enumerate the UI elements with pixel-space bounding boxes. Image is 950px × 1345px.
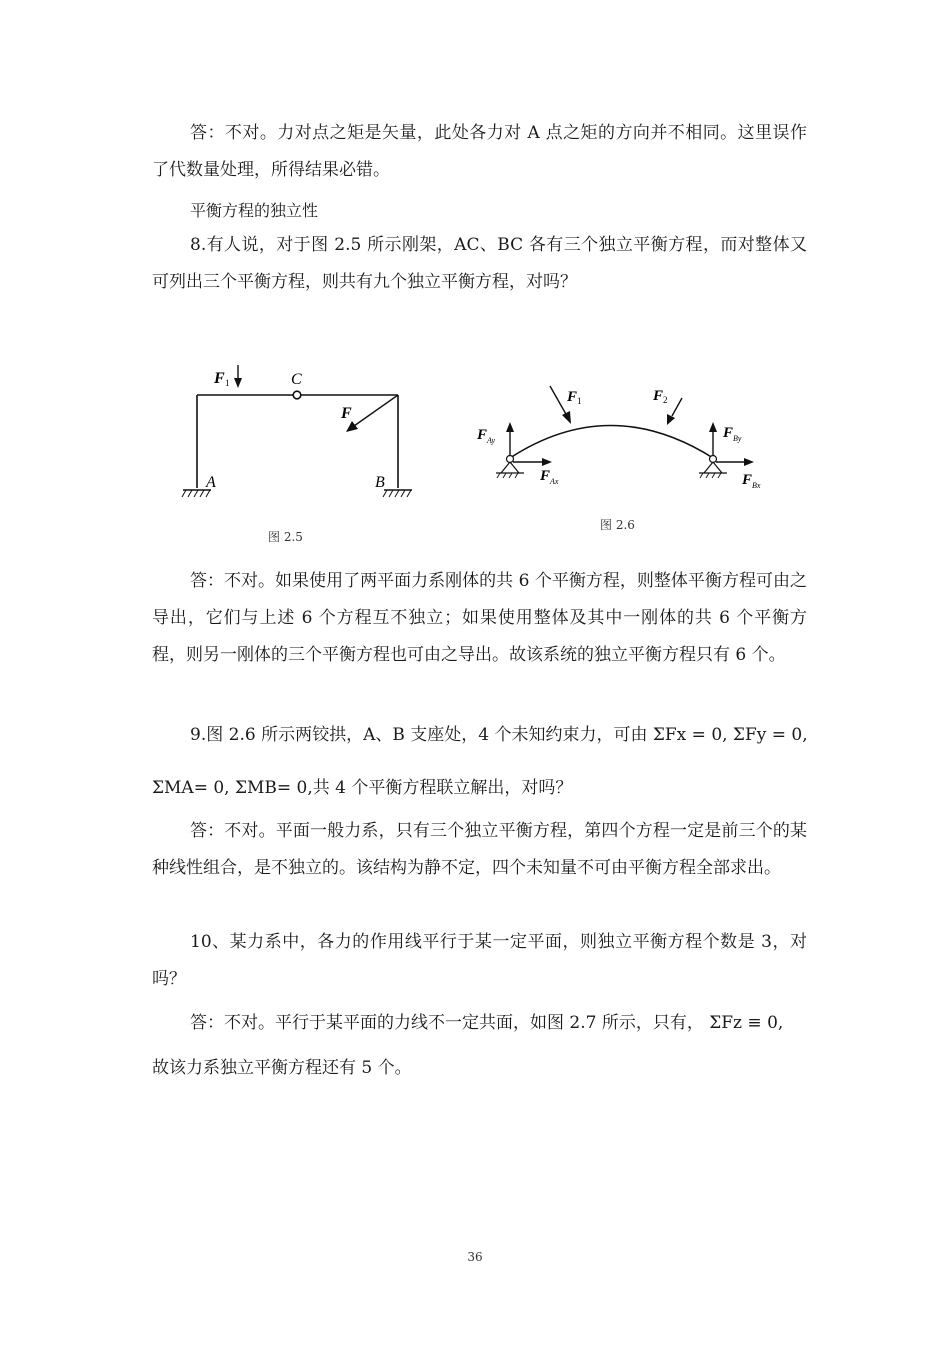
- force-fby-arrowhead: [709, 422, 717, 432]
- label-f2: F: [653, 388, 664, 404]
- label-c: C: [291, 371, 302, 388]
- answer-8-paragraph: 答：不对。如果使用了两平面力系刚体的共 6 个平衡方程，则整体平衡方程可由之导出，它们与上述 6 个方程互不独立；如果使用整体及其中一刚体的共 6 个平衡方程，则另一刚体的三个平衡方程也可由之导出。故该系统的独立平衡方程只有 6 个。: [152, 571, 807, 665]
- label-a: A: [206, 474, 216, 491]
- label-f: F: [341, 405, 352, 422]
- label-fbx: F: [742, 472, 753, 488]
- label-f1: F: [567, 389, 578, 405]
- label-fby-sub: By: [733, 434, 742, 443]
- force-f1-arrowhead: [562, 411, 571, 424]
- label-fax-sub: Ax: [550, 477, 559, 486]
- answer-7-paragraph: 答：不对。力对点之矩是矢量，此处各力对 A 点之矩的方向并不相同。这里误作了代数量处理，所得结果必错。: [152, 123, 807, 180]
- force-fbx-arrowhead: [744, 458, 754, 466]
- figure-2-6-caption: 图 2.6: [600, 518, 635, 532]
- label-fay: F: [477, 427, 488, 443]
- force-f2-arrowhead: [667, 414, 675, 425]
- question-10-paragraph: 10、某力系中，各力的作用线平行于某一定平面，则独立平衡方程个数是 3，对吗？: [152, 932, 807, 989]
- question-9-line-1: 9.图 2.6 所示两铰拱，A、B 支座处，4 个未知约束力，可由 ΣFx = 0, ΣFy = 0,: [190, 725, 808, 745]
- label-f1-sub: 1: [225, 378, 230, 388]
- force-f1-arrowhead: [234, 378, 242, 388]
- arch-curve: [510, 426, 713, 459]
- label-b: B: [375, 474, 385, 491]
- label-fax: F: [540, 468, 551, 484]
- label-fay-sub: Ay: [487, 436, 495, 445]
- label-fby: F: [723, 425, 734, 441]
- label-f1-sub: 1: [577, 396, 582, 406]
- figure-2-6: [470, 378, 770, 498]
- force-f-arrowhead: [346, 421, 358, 432]
- page-number: 36: [467, 1250, 483, 1264]
- question-8-paragraph: 8.有人说，对于图 2.5 所示刚架，AC、BC 各有三个独立平衡方程，而对整体又可列出三个平衡方程，则共有九个独立平衡方程，对吗？: [152, 235, 807, 292]
- section-heading: 平衡方程的独立性: [190, 201, 319, 220]
- answer-10-line-1: 答：不对。平行于某平面的力线不一定共面，如图 2.7 所示，只有， ΣFz ≡ 0,: [190, 1013, 784, 1033]
- force-f-arrow: [354, 395, 398, 426]
- label-f1: F: [214, 370, 225, 387]
- figure-2-5-caption: 图 2.5: [268, 530, 303, 544]
- label-fbx-sub: Bx: [752, 481, 761, 490]
- force-fax-arrowhead: [542, 458, 552, 466]
- label-f2-sub: 2: [663, 395, 668, 405]
- answer-10-line-2: 故该力系独立平衡方程还有 5 个。: [152, 1058, 412, 1078]
- figure-2-5: [170, 360, 430, 510]
- force-fay-arrowhead: [506, 422, 514, 432]
- question-9-line-2: ΣMA= 0, ΣMB= 0,共 4 个平衡方程联立解出，对吗？: [152, 778, 573, 798]
- answer-9-paragraph: 答：不对。平面一般力系，只有三个独立平衡方程，第四个方程一定是前三个的某种线性组合，是不独立的。该结构为静不定，四个未知量不可由平衡方程全部求出。: [152, 821, 807, 878]
